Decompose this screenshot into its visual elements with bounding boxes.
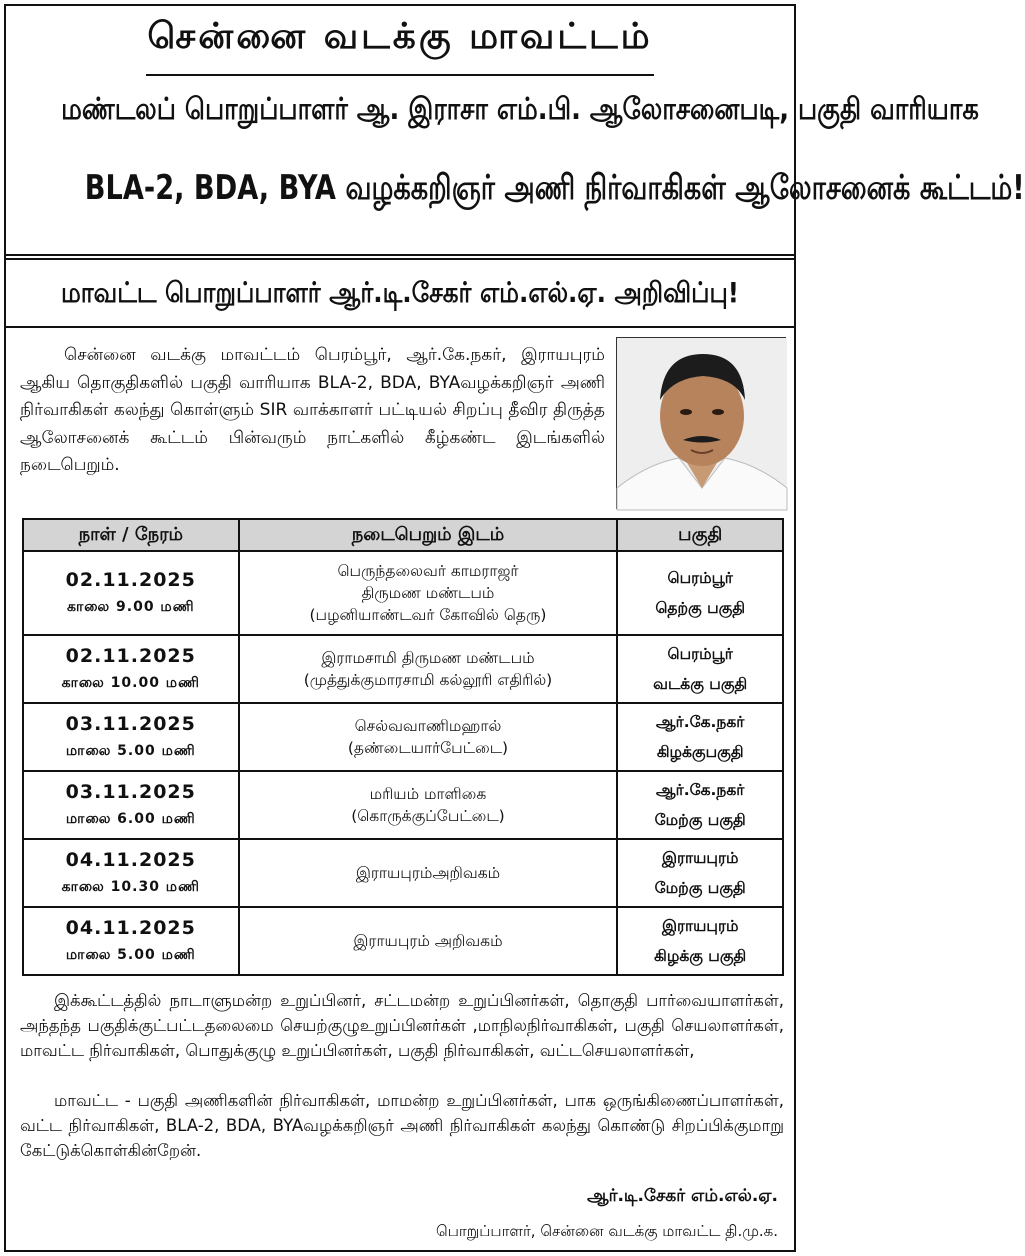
headline-line-2: BLA-2, BDA, BYA வழக்கறிஞர் அணி நிர்வாகிகள் ஆலோசனைக் கூட்டம்!	[84, 168, 1025, 208]
date-time-cell	[23, 635, 239, 703]
table-row	[23, 771, 783, 839]
venue-line: (தண்டையார்பேட்டை)	[347, 739, 509, 757]
table-header-row	[23, 519, 783, 551]
meeting-date: 04.11.2025	[65, 917, 196, 939]
date-time-cell	[23, 703, 239, 771]
venue-line: இராயபுரம்அறிவகம்	[355, 864, 501, 882]
meeting-date: 03.11.2025	[65, 713, 196, 735]
meeting-time: காலை 9.00 மணி	[67, 599, 195, 615]
date-time-cell	[23, 907, 239, 975]
area-line: கிழக்குபகுதி	[656, 743, 744, 761]
meeting-time: காலை 10.30 மணி	[61, 879, 200, 895]
venue-line: மரியம் மாளிகை	[369, 785, 487, 803]
district-title: சென்னை வடக்கு மாவட்டம்	[147, 16, 653, 57]
intro-paragraph: சென்னை வடக்கு மாவட்டம் பெரம்பூர், ஆர்.கே.நகர், இராயபுரம் ஆகிய தொகுதிகளில் பகுதி வாரியாக BLA-2, BDA, BYAவழக்கறிஞர் அணி நிர்வாகிகள் கலந்து கொள்ளும் SIR வாக்காளர் பட்டியல் சிறப்பு தீவிர திருத்த ஆலோசனைக் கூட்டம் பின்வரும் நாட்களில் கீழ்கண்ட இடங்களில் நடைபெறும்.	[20, 345, 605, 475]
column-header-date-time: நாள் / நேரம்	[23, 519, 239, 551]
header	[6, 6, 1025, 256]
venue-cell	[239, 907, 618, 975]
date-time-cell	[23, 839, 239, 907]
date-time-cell	[23, 551, 239, 635]
venue-cell	[239, 839, 618, 907]
portrait-photo	[616, 337, 786, 509]
meeting-time: மாலை 5.00 மணி	[65, 743, 196, 759]
signatory-designation: பொறுப்பாளர், சென்னை வடக்கு மாவட்ட தி.மு.க.	[436, 1222, 778, 1240]
meeting-date: 04.11.2025	[65, 849, 196, 871]
table-row	[23, 703, 783, 771]
column-header-area: பகுதி	[617, 519, 783, 551]
area-cell	[617, 703, 783, 771]
area-line: பெரம்பூர்	[667, 645, 733, 663]
meeting-date: 02.11.2025	[65, 569, 196, 591]
column-header-venue: நடைபெறும் இடம்	[239, 519, 618, 551]
meeting-time: மாலை 6.00 மணி	[65, 811, 196, 827]
venue-cell	[239, 551, 618, 635]
closing-paragraph-2: மாவட்ட - பகுதி அணிகளின் நிர்வாகிகள், மாமன்ற உறுப்பினர்கள், பாக ஒருங்கிணைப்பாளர்கள், வட்ட நிர்வாகிகள், BLA-2, BDA, BYAவழக்கறிஞர் அணி நிர்வாகிகள் கலந்து கொண்டு சிறப்பிக்குமாறு கேட்டுக்கொள்கின்றேன்.	[20, 1091, 784, 1160]
venue-cell	[239, 635, 618, 703]
venue-cell	[239, 771, 618, 839]
table-row	[23, 839, 783, 907]
area-cell	[617, 839, 783, 907]
table-row	[23, 551, 783, 635]
meeting-date: 02.11.2025	[65, 645, 196, 667]
area-line: இராயபுரம்	[661, 849, 739, 867]
venue-line: (முத்துக்குமாரசாமி கல்லூரி எதிரில்)	[303, 671, 553, 689]
date-time-cell	[23, 771, 239, 839]
area-cell	[617, 551, 783, 635]
venue-line: செல்வவாணிமஹால்	[354, 717, 502, 735]
announcement-title: மாவட்ட பொறுப்பாளர் ஆர்.டி.சேகர் எம்.எல்.ஏ. அறிவிப்பு!	[60, 276, 740, 309]
area-line: பெரம்பூர்	[667, 569, 733, 587]
venue-line: இராயபுரம் அறிவகம்	[353, 932, 503, 950]
venue-cell	[239, 703, 618, 771]
headline-line-1: மண்டலப் பொறுப்பாளர் ஆ. இராசா எம்.பி. ஆலோசனைபடி, பகுதி வாரியாக	[61, 92, 979, 127]
title-underline	[146, 74, 654, 76]
venue-line: திருமண மண்டபம்	[361, 584, 495, 602]
table-row	[23, 907, 783, 975]
area-line: வடக்கு பகுதி	[653, 675, 748, 693]
venue-line: பெருந்தலைவர் காமராஜர்	[337, 562, 519, 580]
signatory-name: ஆர்.டி.சேகர் எம்.எல்.ஏ.	[587, 1186, 778, 1206]
meeting-date: 03.11.2025	[65, 781, 196, 803]
venue-line: (கொருக்குப்பேட்டை)	[351, 807, 505, 825]
area-line: தெற்கு பகுதி	[655, 599, 746, 617]
area-line: மேற்கு பகுதி	[654, 879, 746, 897]
area-cell	[617, 635, 783, 703]
area-cell	[617, 907, 783, 975]
venue-line: இராமசாமி திருமண மண்டபம்	[321, 649, 535, 667]
area-cell	[617, 771, 783, 839]
area-line: ஆர்.கே.நகர்	[656, 781, 745, 799]
closing-paragraph-1: இக்கூட்டத்தில் நாடாளுமன்ற உறுப்பினர், சட்டமன்ற உறுப்பினர்கள், தொகுதி பார்வையாளர்கள், அந்தந்த பகுதிக்குட்பட்டதலைமை செயற்குழுஉறுப்பினர்கள் ,மாநிலநிர்வாகிகள், பகுதி செயலாளர்கள், மாவட்ட நிர்வாகிகள், பொதுக்குழு உறுப்பினர்கள், பகுதி நிர்வாகிகள், வட்டசெயலாளர்கள்,	[20, 991, 784, 1060]
meeting-time: மாலை 5.00 மணி	[65, 947, 196, 963]
meeting-time: காலை 10.00 மணி	[61, 675, 200, 691]
area-line: ஆர்.கே.நகர்	[656, 713, 745, 731]
area-line: மேற்கு பகுதி	[654, 811, 746, 829]
area-line: இராயபுரம்	[661, 917, 739, 935]
schedule-table	[22, 518, 784, 976]
venue-line: (பழனியாண்டவர் கோவில் தெரு)	[309, 606, 547, 624]
portrait-illustration	[617, 338, 787, 510]
area-line: கிழக்கு பகுதி	[654, 947, 747, 965]
table-row	[23, 635, 783, 703]
announcement-bar	[6, 258, 794, 328]
